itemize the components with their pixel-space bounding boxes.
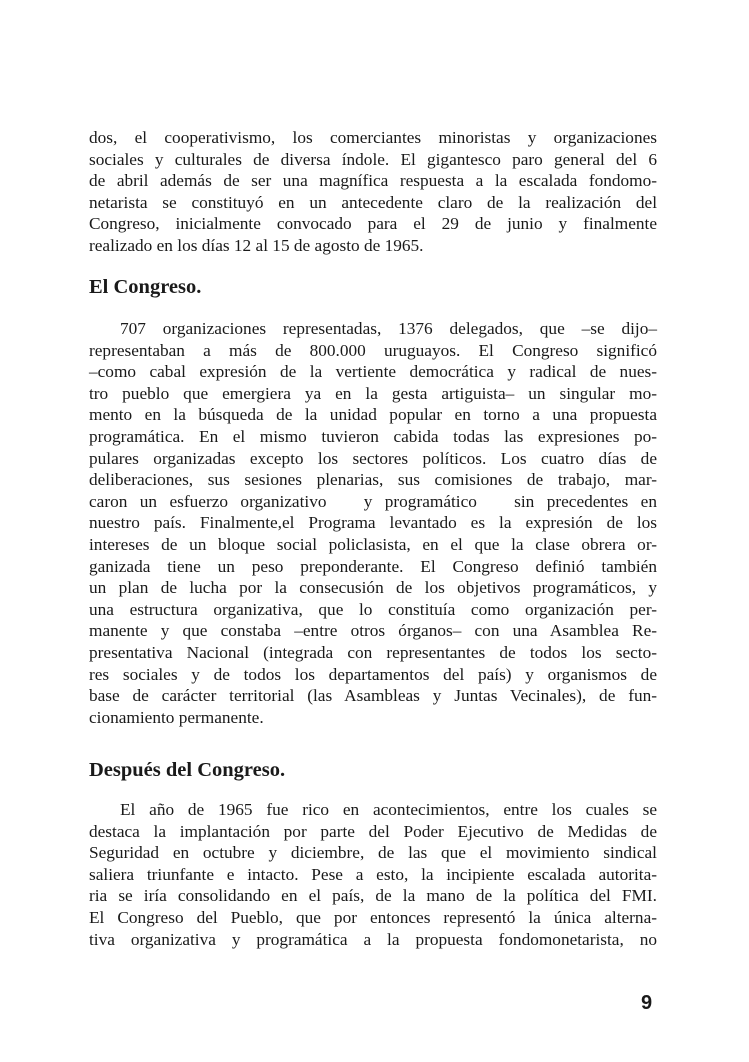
text-line: netarista se constituyó en un antecedente claro de la realización del	[89, 192, 657, 212]
text-line: ganizada tiene un peso preponderante. El Congreso definió también	[89, 556, 657, 576]
text-line: nuestro país. Finalmente,el Programa levantado es la expresión de los	[89, 513, 657, 533]
text-line: caron un esfuerzo organizativo y programático sin precedentes en	[89, 491, 657, 511]
text-line: programática. En el mismo tuvieron cabida todas las expresiones po-	[89, 426, 657, 446]
text-line: base de carácter territorial (las Asambleas y Juntas Vecinales), de fun-	[89, 686, 657, 706]
congreso-paragraph	[89, 318, 657, 728]
text-line: res sociales y de todos los departamentos del país) y organismos de	[89, 664, 657, 684]
page-number: 9	[641, 992, 653, 1014]
text-line: cionamiento permanente.	[89, 707, 264, 727]
text-line: sociales y culturales de diversa índole. El gigantesco paro general del 6	[89, 149, 657, 169]
text-line: Congreso, inicialmente convocado para el 29 de junio y finalmente	[89, 214, 657, 234]
text-line: de abril además de ser una magnífica respuesta a la escalada fondomo-	[89, 171, 657, 191]
text-line: dos, el cooperativismo, los comerciantes minoristas y organizaciones	[89, 128, 657, 147]
text-line: intereses de un bloque social policlasista, en el que la clase obrera or-	[89, 534, 657, 554]
text-line: Seguridad en octubre y diciembre, de las que el movimiento sindical	[89, 843, 657, 863]
section-heading-congreso: El Congreso.	[89, 276, 202, 298]
text-line: tiva organizativa y programática a la propuesta fondomonetarista, no	[89, 929, 657, 949]
text-line: saliera triunfante e intacto. Pese a esto, la incipiente escalada autorita-	[89, 864, 657, 884]
text-line: una estructura organizativa, que lo constituía como organización per-	[89, 599, 657, 619]
text-line: manente y que constaba –entre otros órganos– con una Asamblea Re-	[89, 621, 657, 641]
text-line: El año de 1965 fue rico en acontecimientos, entre los cuales se	[120, 800, 657, 819]
text-line: pulares organizadas excepto los sectores políticos. Los cuatro días de	[89, 448, 657, 468]
despues-paragraph	[89, 799, 657, 950]
text-line: mento en la búsqueda de la unidad popular en torno a una propuesta	[89, 405, 657, 425]
text-line: realizado en los días 12 al 15 de agosto de 1965.	[89, 235, 424, 255]
text-line: tro pueblo que emergiera ya en la gesta artiguista– un singular mo-	[89, 383, 657, 403]
text-line: deliberaciones, sus sesiones plenarias, sus comisiones de trabajo, mar-	[89, 470, 657, 490]
text-line: representaban a más de 800.000 uruguayos. El Congreso significó	[89, 340, 657, 360]
intro-paragraph	[89, 127, 657, 257]
text-line: El Congreso del Pueblo, que por entonces representó la única alterna-	[89, 907, 657, 927]
text-line: –como cabal expresión de la vertiente democrática y radical de nues-	[89, 362, 657, 382]
text-line: un plan de lucha por la consecusión de los objetivos programáticos, y	[89, 578, 657, 598]
section-heading-despues: Después del Congreso.	[89, 759, 286, 781]
text-line: 707 organizaciones representadas, 1376 delegados, que –se dijo–	[120, 319, 657, 338]
text-line: destaca la implantación por parte del Poder Ejecutivo de Medidas de	[89, 821, 657, 841]
text-line: presentativa Nacional (integrada con representantes de todos los secto-	[89, 642, 657, 662]
text-line: ria se iría consolidando en el país, de la mano de la política del FMI.	[89, 886, 657, 906]
